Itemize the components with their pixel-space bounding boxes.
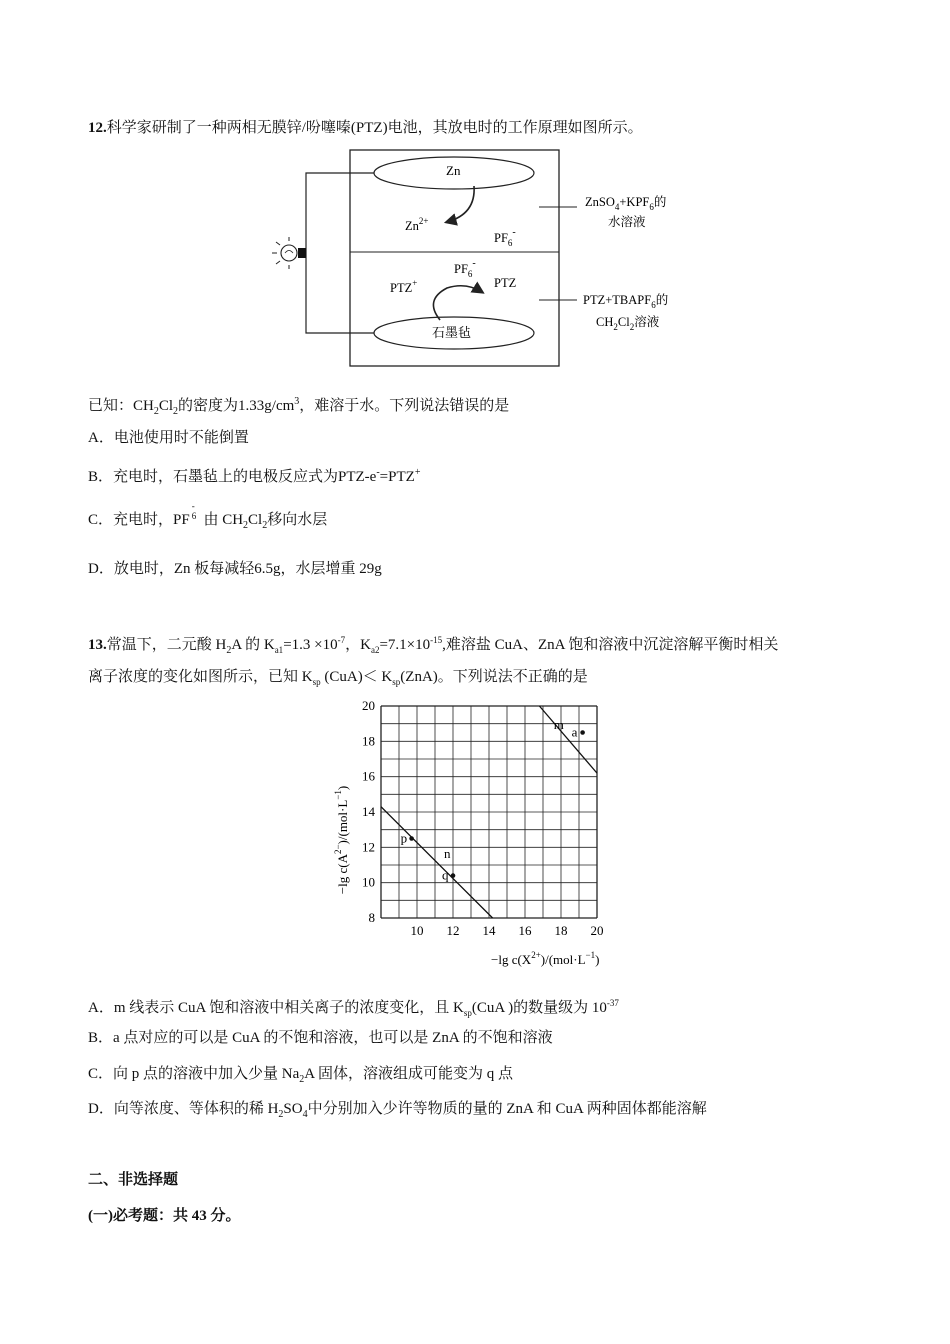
point-label-q: q: [442, 867, 449, 883]
point-a: [580, 730, 585, 735]
x-tick-label: 10: [410, 923, 424, 938]
aqueous-solution-label: $ZnSO_4+KPF_6$的: [585, 195, 667, 212]
series-line-n: [381, 807, 493, 918]
q12-option-b[interactable]: B．充电时，石墨毡上的电极反应式为PTZ-e-=PTZ+: [88, 467, 421, 485]
x-tick-label: 14: [482, 923, 496, 938]
q13-option-c[interactable]: C．向 p 点的溶液中加入少量 $Na_2A$ 固体，溶液组成可能变为 q 点: [88, 1066, 514, 1085]
q13-stem-line1: 13.常温下，二元酸 $H_2A$ 的 $K_{a1}=1.3 \times 10^{-7}$，$K_{a2}=7.1\times 10^{-15}$,难溶盐 CuA、ZnA 饱和溶液中沉淀溶解平衡时相关: [88, 635, 779, 656]
q12-number: 12.: [88, 120, 107, 136]
point-label-p: p: [400, 830, 408, 846]
y-tick-label: 20: [362, 698, 375, 713]
y-axis-label: −lg $c(A^{2-})/(mol\cdot L^{-1})$: [333, 785, 350, 895]
bulb-base: [298, 248, 306, 258]
point-p: [409, 836, 414, 841]
x-axis-label: −lg $c(X^{2+})/(mol\cdot L^{-1})$: [491, 950, 600, 967]
x-tick-label: 16: [518, 923, 532, 938]
q13-number: 13.: [88, 637, 107, 653]
aqueous-solution-label-2: 水溶液: [608, 215, 646, 229]
zn-oxidation-arrow: [447, 186, 474, 222]
q12-option-d[interactable]: D．放电时，Zn 板每减轻6.5g，水层增重 29g: [88, 561, 382, 577]
y-tick-label: 10: [362, 874, 375, 890]
solubility-chart: [325, 692, 635, 974]
zn2plus-label: $Zn^{2+}$: [405, 216, 429, 233]
q13-stem-line2: 离子浓度的变化如图所示，已知 $K_{sp}$ $(CuA)< K_{sp}(ZnA)$。下列说法不正确的是: [88, 669, 588, 687]
x-tick-label: 18: [554, 923, 568, 938]
point-q: [451, 873, 456, 878]
bulb-icon: [281, 245, 297, 261]
organic-solution-label-2: $CH_2Cl_2$溶液: [596, 315, 660, 332]
series-label-n: n: [444, 845, 451, 861]
q13-option-a[interactable]: A．m 线表示 CuA 饱和溶液中相关离子的浓度变化，且 $K_{sp}(CuA$ )的数量级为 $10^{-37}$: [88, 998, 619, 1018]
ptz-label: PTZ: [494, 276, 517, 290]
section-subtitle: (一)必考题：共 43 分。: [88, 1208, 241, 1224]
q13-option-d[interactable]: D．向等浓度、等体积的稀 $H_2SO_4$中分别加入少许等物质的量的 ZnA 和 CuA 两种固体都能溶解: [88, 1101, 707, 1120]
graphite-label: 石墨毡: [432, 325, 472, 340]
q12-known: 已知：$CH_2Cl_2$的密度为$1.33g/cm^3$，难溶于水。下列说法错误的是: [88, 396, 510, 417]
x-tick-label: 12: [446, 923, 460, 938]
x-tick-label: 20: [590, 923, 604, 938]
y-tick-label: 8: [368, 910, 375, 925]
q12-option-a[interactable]: A．电池使用时不能倒置: [88, 430, 249, 446]
external-circuit: [306, 173, 374, 333]
organic-solution-label: $PTZ+TBAPF_6$的: [583, 293, 669, 310]
ptz-plus-label: PTZ+: [390, 278, 418, 295]
y-tick-label: 12: [362, 839, 375, 855]
point-label-a: a: [571, 724, 578, 740]
section-title: 二、非选择题: [88, 1172, 179, 1188]
pf6-upper-label: $PF_6^-$: [494, 227, 516, 248]
zn-label: Zn: [446, 163, 461, 178]
q12-option-c[interactable]: C．充电时，PF - 6 由 $CH_2Cl_2$移向水层: [88, 501, 328, 531]
ptz-reduction-arrow: [433, 286, 482, 320]
y-tick-label: 16: [362, 768, 375, 784]
y-tick-label: 14: [362, 804, 375, 819]
pf6-lower-label: $PF_6^-$: [454, 258, 476, 279]
q12-stem: 12.科学家研制了一种两相无膜锌/吩噻嗪(PTZ)电池，其放电时的工作原理如图所示。: [88, 120, 643, 136]
q13-option-b[interactable]: B．a 点对应的可以是 CuA 的不饱和溶液，也可以是 ZnA 的不饱和溶液: [88, 1030, 553, 1046]
series-label-m: m: [553, 716, 564, 732]
battery-diagram: [262, 140, 712, 372]
y-tick-label: 18: [362, 733, 375, 749]
series-line-m: [539, 706, 597, 773]
